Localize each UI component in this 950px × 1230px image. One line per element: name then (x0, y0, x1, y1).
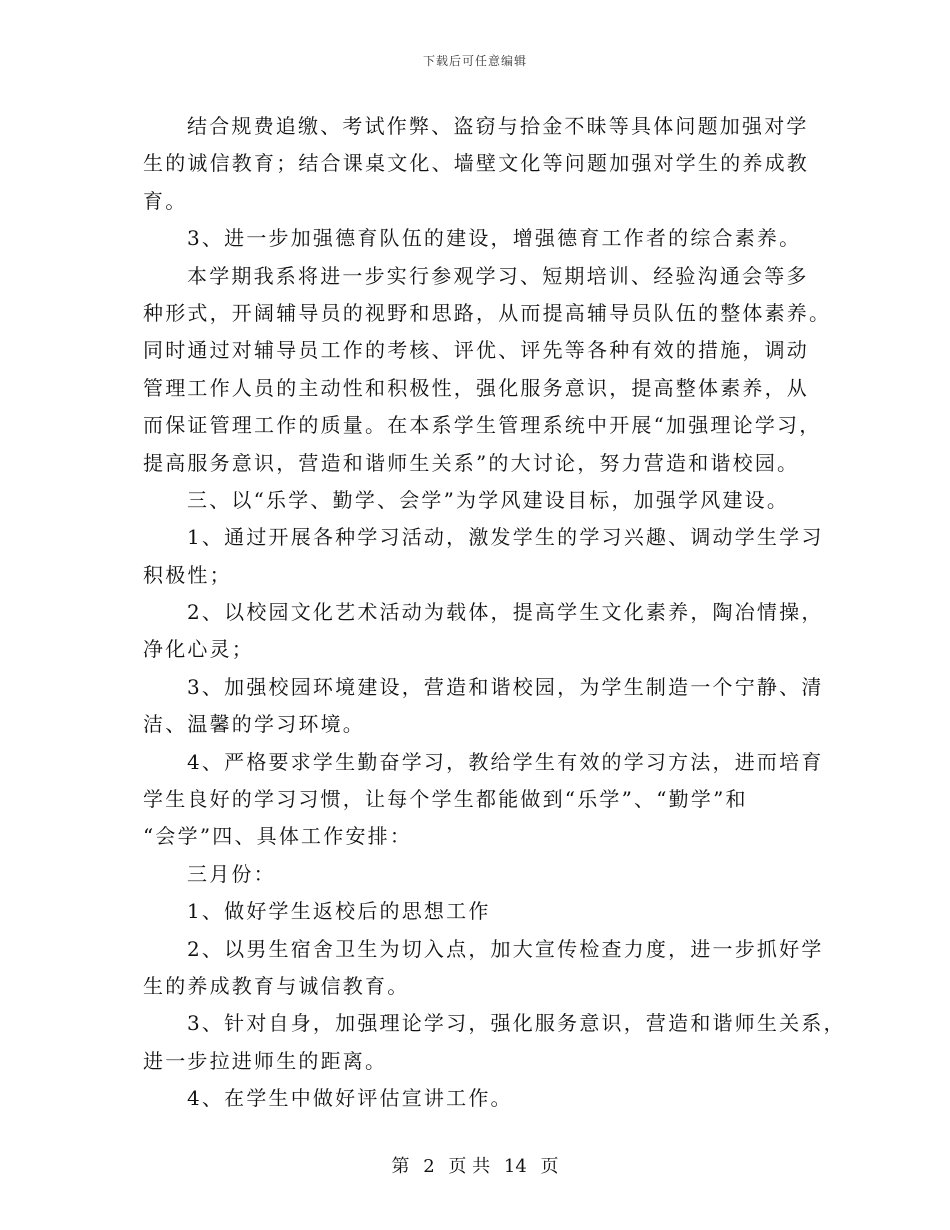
paragraph-line: 而保证管理工作的质量。在本系学生管理系统中开展“加强理论学习， (143, 413, 822, 438)
paragraph-line: 3、针对自身，加强理论学习，强化服务意识，营造和谐师生关系， (187, 1011, 846, 1036)
paragraph-line: 3、进一步加强德育队伍的建设，增强德育工作者的综合素养。 (187, 226, 802, 251)
footer-prefix: 第 (391, 1156, 410, 1177)
paragraph-line: 进一步拉进师生的距离。 (143, 1048, 388, 1073)
paragraph-line: 生的养成教育与诚信教育。 (143, 973, 410, 998)
paragraph-line: 结合规费追缴、考试作弊、盗窃与拾金不昧等具体问题加强对学 (187, 114, 809, 138)
section-heading: 三月份： (187, 861, 276, 886)
paragraph-line: 本学期我系将进一步实行参观学习、短期培训、经验沟通会等多 (187, 263, 809, 288)
page-number-footer (0, 1152, 950, 1178)
paragraph-line: “会学”四、具体工作安排： (143, 824, 413, 849)
footer-suffix: 页 (540, 1156, 559, 1177)
footer-total-pages: 14 (503, 1156, 527, 1177)
page-header-note: 下载后可任意编辑 (422, 54, 527, 68)
paragraph-line: 1、通过开展各种学习活动，激发学生的学习兴趣、调动学生学习 (187, 525, 824, 550)
section-heading: 三、以“乐学、勤学、会学”为学风建设目标，加强学风建设。 (187, 487, 790, 512)
paragraph-line: 管理工作人员的主动性和积极性，强化服务意识，提高整体素养，从 (143, 375, 809, 400)
paragraph-line: 2、以校园文化艺术活动为载体，提高学生文化素养，陶冶情操， (187, 600, 824, 625)
paragraph-line: 同时通过对辅导员工作的考核、评优、评先等各种有效的措施，调动 (143, 338, 809, 363)
footer-page-number: 2 (423, 1156, 435, 1177)
paragraph-line: 4、严格要求学生勤奋学习，教给学生有效的学习方法，进而培育 (187, 749, 824, 774)
paragraph-line: 2、以男生宿舍卫生为切入点，加大宣传检查力度，进一步抓好学 (187, 936, 824, 961)
paragraph-line: 净化心灵； (143, 637, 254, 662)
paragraph-line: 洁、温馨的学习环境。 (143, 712, 365, 737)
paragraph-line: 育。 (143, 188, 188, 213)
footer-middle: 页 共 (448, 1156, 491, 1177)
paragraph-line: 学生良好的学习习惯，让每个学生都能做到“乐学”、“勤学”和 (143, 787, 748, 812)
paragraph-line: 积极性； (143, 562, 232, 587)
paragraph-line: 提高服务意识，营造和谐师生关系”的大讨论，努力营造和谐校园。 (143, 450, 800, 475)
document-body (143, 108, 846, 1118)
paragraph-line: 种形式，开阔辅导员的视野和思路，从而提高辅导员队伍的整体素养。 (143, 300, 832, 325)
paragraph-line: 4、在学生中做好评估宣讲工作。 (187, 1086, 513, 1111)
paragraph-line: 生的诚信教育；结合课桌文化、墙壁文化等问题加强对学生的养成教 (143, 151, 809, 176)
paragraph-line: 1、做好学生返校后的思想工作 (187, 899, 491, 924)
paragraph-line: 3、加强校园环境建设，营造和谐校园，为学生制造一个宁静、清 (187, 674, 824, 699)
